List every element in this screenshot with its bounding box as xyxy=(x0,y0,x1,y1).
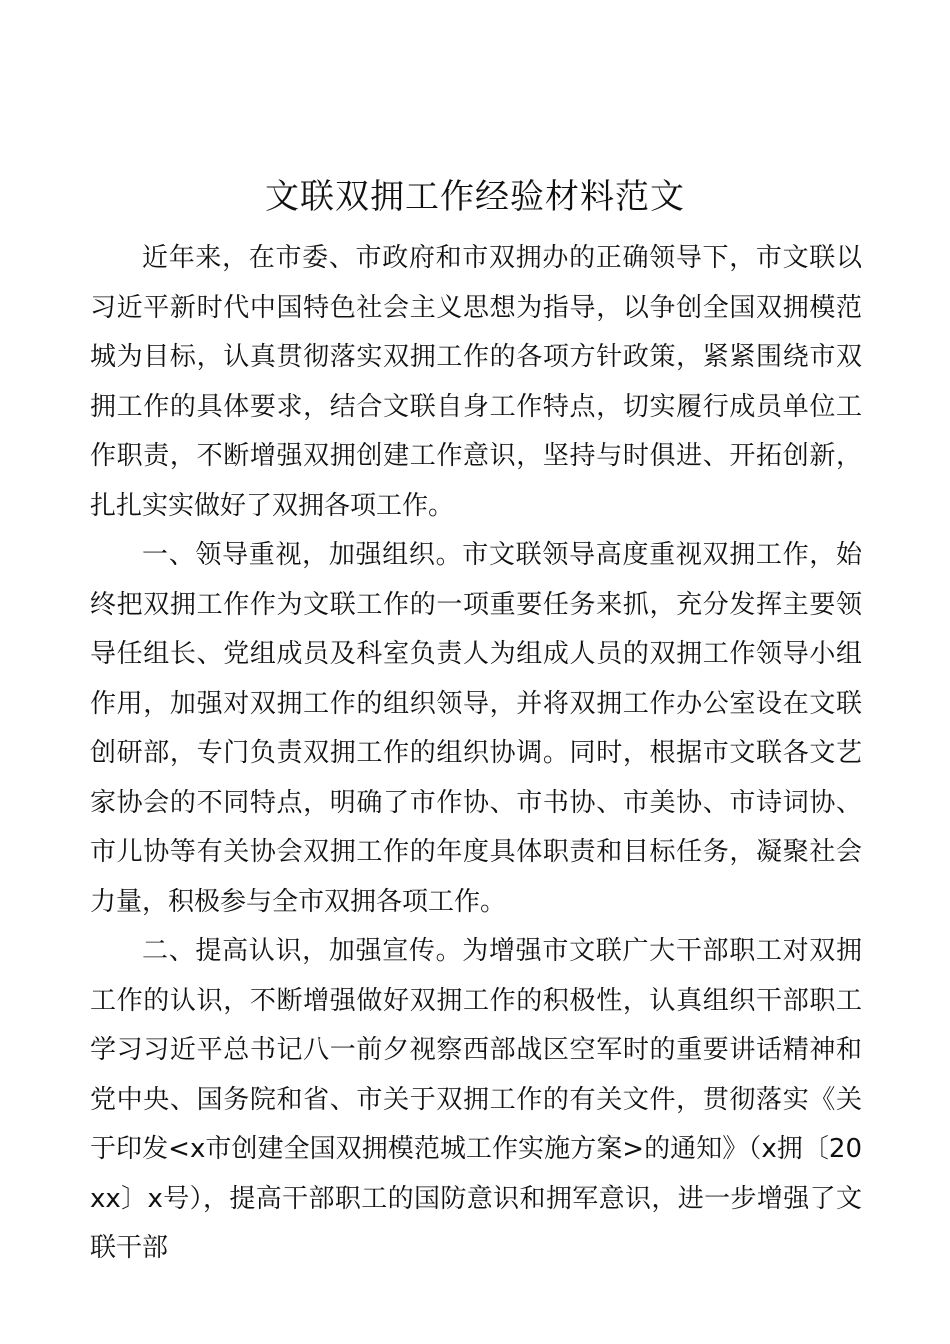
document-body xyxy=(90,234,862,1274)
paragraph-leadership: 一、领导重视，加强组织。市文联领导高度重视双拥工作，始终把双拥工作作为文联工作的一项重要任务来抓，充分发挥主要领导任组长、党组成员及科室负责人为组成人员的双拥工作领导小组作用，加强对双拥工作的组织领导，并将双拥工作办公室设在文联创研部，专门负责双拥工作的组织协调。同时，根据市文联各文艺家协会的不同特点，明确了市作协、市书协、市美协、市诗词协、市儿协等有关协会双拥工作的年度具体职责和目标任务，凝聚社会力量，积极参与全市双拥各项工作。 xyxy=(90,540,862,917)
paragraph-intro: 近年来，在市委、市政府和市双拥办的正确领导下，市文联以习近平新时代中国特色社会主义思想为指导，以争创全国双拥模范城为目标，认真贯彻落实双拥工作的各项方针政策，紧紧围绕市双拥工作的具体要求，结合文联自身工作特点，切实履行成员单位工作职责，不断增强双拥创建工作意识，坚持与时俱进、开拓创新，扎扎实实做好了双拥各项工作。 xyxy=(90,243,862,521)
paragraph-publicity: 二、提高认识，加强宣传。为增强市文联广大干部职工对双拥工作的认识，不断增强做好双拥工作的积极性，认真组织干部职工学习习近平总书记八一前夕视察西部战区空军时的重要讲话精神和党中央、国务院和省、市关于双拥工作的有关文件，贯彻落实《关于印发<x市创建全国双拥模范城工作实施方案>的通知》（x拥〔20xx〕x号），提高干部职工的国防意识和拥军意识，进一步增强了文联干部 xyxy=(90,936,862,1263)
document-title: 文联双拥工作经验材料范文 xyxy=(265,177,685,217)
